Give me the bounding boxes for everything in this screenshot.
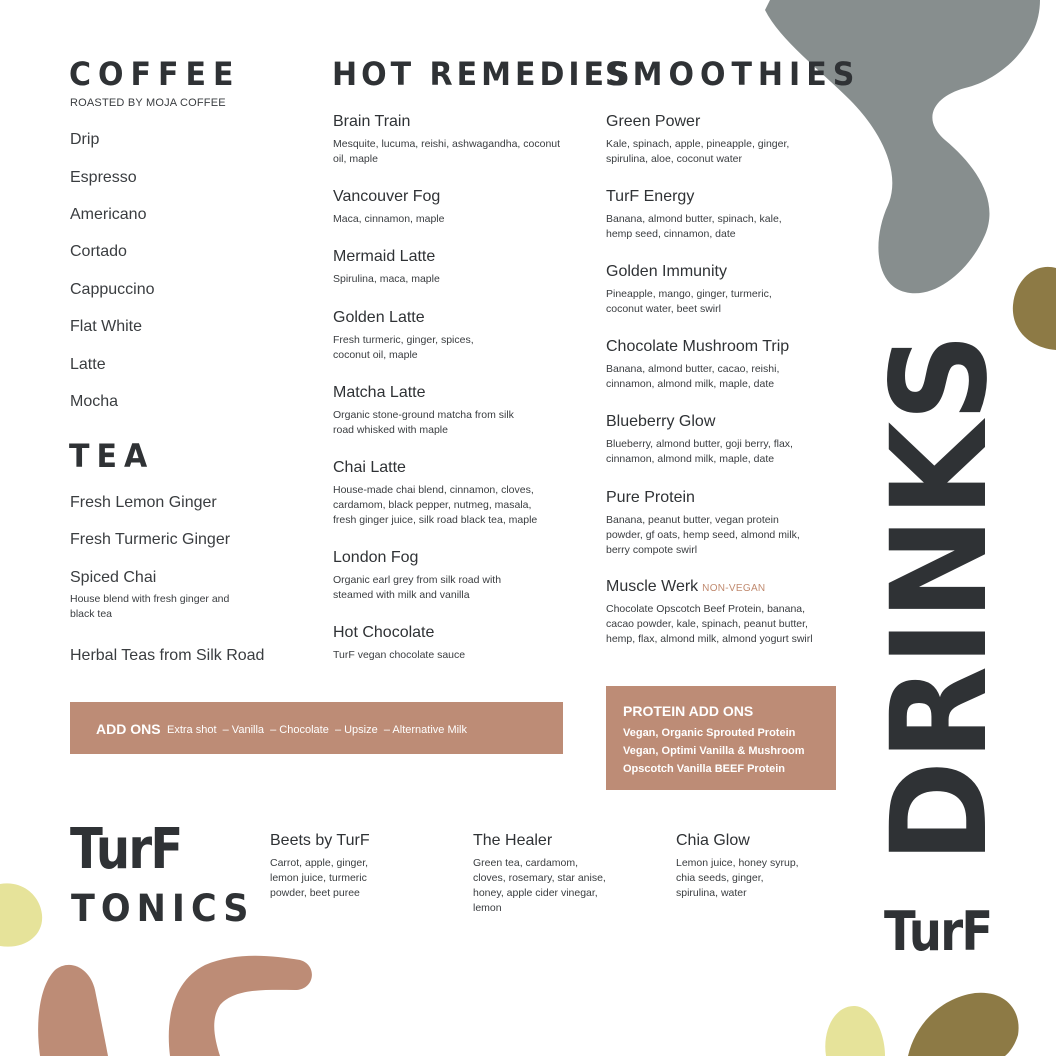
menu-item-desc: Banana, almond butter, cacao, reishi, cinnamon, almond milk, maple, date — [606, 363, 780, 390]
menu-item-name: TurF Energy — [606, 188, 695, 205]
coffee-item: Flat White — [70, 318, 143, 335]
menu-item — [333, 549, 523, 603]
tea-title: TEA — [69, 437, 155, 476]
menu-item — [676, 832, 806, 901]
add-ons-bar — [70, 702, 563, 754]
menu-item-desc: Maca, cinnamon, maple — [333, 213, 445, 225]
menu-item — [333, 384, 518, 438]
tea-item: Spiced Chai — [70, 569, 157, 586]
menu-item — [606, 338, 801, 392]
terracotta-stroke-left — [38, 965, 108, 1056]
coffee-item: Mocha — [70, 393, 119, 410]
add-ons-label: ADD ONS — [96, 721, 161, 737]
menu-item-desc: Pineapple, mango, ginger, turmeric, coconut water, beet swirl — [606, 288, 772, 315]
drinks-word: DRINKS — [863, 294, 1017, 863]
drinks-vertical-title — [863, 294, 1017, 866]
menu-item-name: Blueberry Glow — [606, 413, 716, 430]
turf-logo: TurF — [884, 900, 992, 963]
menu-item-desc: TurF vegan chocolate sauce — [333, 649, 466, 661]
menu-item — [606, 413, 806, 467]
menu-item-name: Pure Protein — [606, 489, 695, 506]
menu-item-name: Brain Train — [333, 113, 411, 130]
smoothies-title: SMOOTHIES — [605, 55, 861, 94]
terracotta-hook-shape — [169, 956, 312, 1056]
menu-item-desc: Fresh turmeric, ginger, spices, coconut oil, maple — [333, 334, 474, 361]
menu-item-name: Matcha Latte — [333, 384, 426, 401]
coffee-item: Latte — [70, 356, 106, 373]
menu-item-desc: Kale, spinach, apple, pineapple, ginger, spirulina, aloe, coconut water — [606, 138, 790, 165]
menu-item-desc: Spirulina, maca, maple — [333, 273, 440, 285]
menu-item-name: Chia Glow — [676, 832, 750, 849]
menu-item — [270, 832, 395, 901]
add-ons-items: Extra shot – Vanilla – Chocolate – Upsize – Alternative Milk — [167, 724, 467, 736]
menu-item — [606, 263, 786, 317]
coffee-subtitle: ROASTED BY MOJA COFFEE — [70, 97, 226, 109]
menu-item — [333, 113, 563, 167]
protein-option: Opscotch Vanilla BEEF Protein — [623, 763, 785, 775]
menu-item-desc: Lemon juice, honey syrup, chia seeds, ginger, spirulina, water — [676, 857, 799, 899]
menu-item-desc: Organic earl grey from silk road with steamed with milk and vanilla — [333, 574, 502, 601]
menu-item — [333, 248, 563, 287]
menu-item-name: Beets by TurF — [270, 832, 370, 849]
menu-item — [333, 188, 563, 227]
non-vegan-tag: NON-VEGAN — [702, 583, 766, 594]
menu-item-desc: Chocolate Opscotch Beef Protein, banana, cacao powder, kale, spinach, peanut butter, hemp, flax, almond milk, almond yogurt swirl — [606, 603, 813, 645]
menu-item-desc: Carrot, apple, ginger, lemon juice, turmeric powder, beet puree — [270, 857, 369, 899]
coffee-item: Cappuccino — [70, 281, 155, 298]
menu-item-name: Hot Chocolate — [333, 624, 435, 641]
coffee-item: Cortado — [70, 243, 127, 260]
menu-item-name: Vancouver Fog — [333, 188, 441, 205]
menu-item-desc: Green tea, cardamom, cloves, rosemary, star anise, honey, apple cider vinegar, lemon — [473, 857, 606, 914]
menu-item — [606, 578, 831, 647]
tea-item: Herbal Teas from Silk Road — [70, 647, 265, 664]
protein-option: Vegan, Organic Sprouted Protein — [623, 727, 796, 739]
menu-item-desc: Organic stone-ground matcha from silk road whisked with maple — [333, 409, 514, 436]
menu-item-name — [606, 578, 831, 596]
menu-item-desc: Banana, peanut butter, vegan protein powder, gf oats, hemp seed, almond milk, berry compote swirl — [606, 514, 800, 556]
menu-item — [333, 624, 563, 663]
grey-blob-shape — [765, 0, 1040, 293]
menu-item — [606, 489, 811, 558]
protein-add-ons-label: PROTEIN ADD ONS — [623, 703, 754, 719]
olive-blob-bottom — [908, 993, 1019, 1056]
menu-item-name: Golden Latte — [333, 309, 425, 326]
menu-item — [333, 459, 553, 528]
tea-item: Fresh Lemon Ginger — [70, 494, 217, 511]
menu-item-desc: Mesquite, lucuma, reishi, ashwagandha, coconut oil, maple — [333, 138, 561, 165]
coffee-title: COFFEE — [69, 55, 241, 94]
turf-tonics-logo-bottom: TONICS — [71, 887, 255, 931]
coffee-item: Drip — [70, 131, 100, 148]
protein-option: Vegan, Optimi Vanilla & Mushroom — [623, 745, 805, 757]
menu-item-name: Chocolate Mushroom Trip — [606, 338, 790, 355]
menu-item — [333, 309, 503, 363]
menu-item-name: Mermaid Latte — [333, 248, 436, 265]
menu-item-desc: Banana, almond butter, spinach, kale, hemp seed, cinnamon, date — [606, 213, 782, 240]
protein-add-ons-box — [606, 686, 836, 790]
menu-item-name: Golden Immunity — [606, 263, 727, 280]
pale-yellow-blob-left — [0, 883, 42, 946]
coffee-item: Americano — [70, 206, 147, 223]
menu-item-name-text: Muscle Werk — [606, 578, 699, 595]
menu-item-name: Chai Latte — [333, 459, 406, 476]
menu-item-name: The Healer — [473, 832, 553, 849]
tea-item-desc: House blend with fresh ginger and black tea — [70, 593, 230, 620]
menu-item-name: Green Power — [606, 113, 701, 130]
turf-tonics-logo-top: TurF — [70, 817, 182, 882]
pale-yellow-blob-bottom — [825, 1006, 885, 1056]
menu-item-desc: House-made chai blend, cinnamon, cloves, cardamom, black pepper, nutmeg, masala, fresh ginger juice, silk road black tea, maple — [333, 484, 538, 526]
tea-item: Fresh Turmeric Ginger — [70, 531, 231, 548]
menu-item — [606, 113, 806, 167]
hot-remedies-title: HOT REMEDIES — [332, 55, 634, 94]
olive-blob-right — [1013, 267, 1056, 350]
coffee-item: Espresso — [70, 169, 137, 186]
menu-item-name: London Fog — [333, 549, 419, 566]
menu-item — [473, 832, 608, 916]
menu-item-desc: Blueberry, almond butter, goji berry, flax, cinnamon, almond milk, maple, date — [606, 438, 793, 465]
menu-item — [606, 188, 796, 242]
